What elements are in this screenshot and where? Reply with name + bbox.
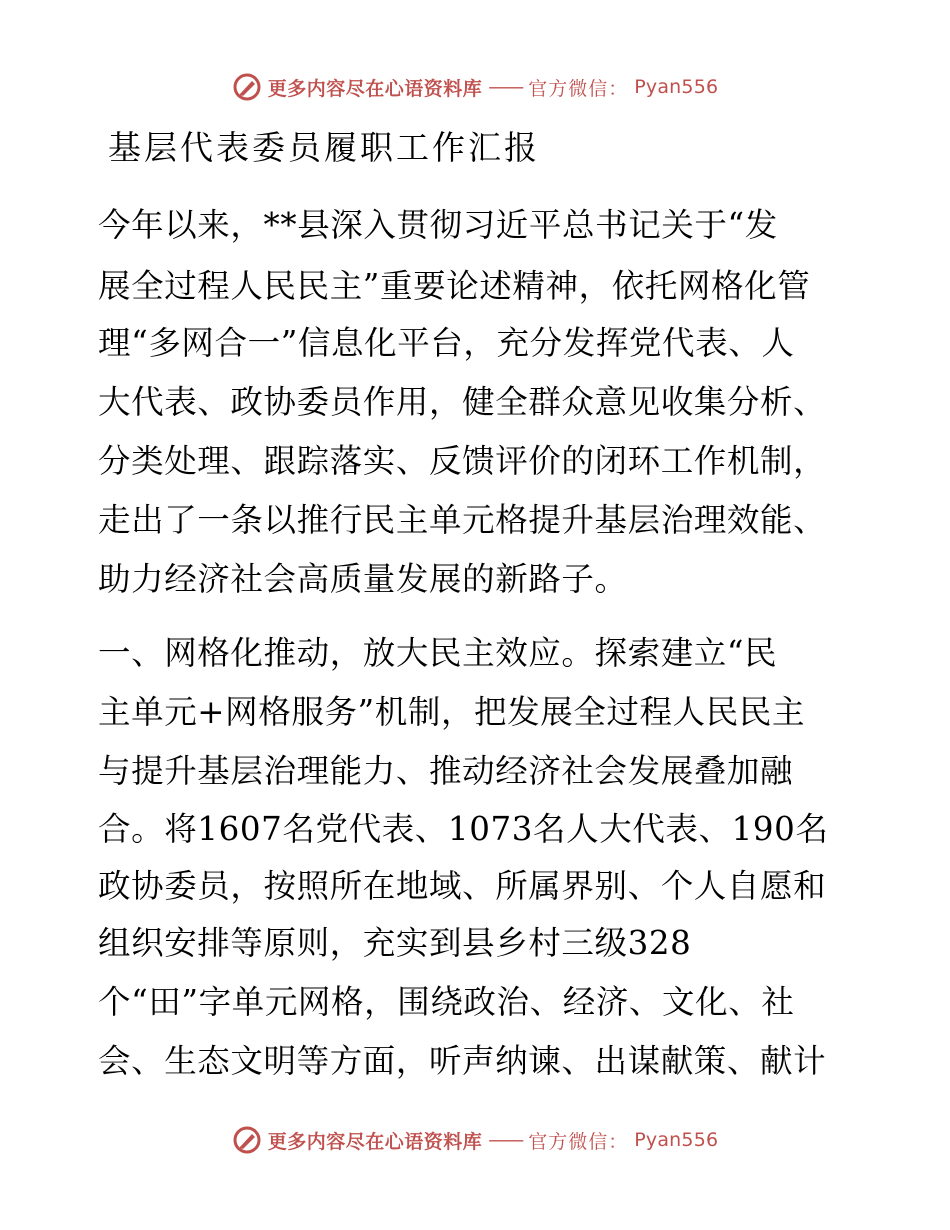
watermark-wechat-label: 官方微信： <box>528 77 629 100</box>
watermark-text: 更多内容尽在心语资料库 <box>267 77 483 100</box>
text-line: 助力经济社会高质量发展的新路子。 <box>98 560 628 598</box>
watermark-wechat-id: Pyan556 <box>634 1129 719 1151</box>
document-title: 基层代表委员履职工作汇报 <box>108 128 540 167</box>
watermark-wechat-id: Pyan556 <box>634 76 719 98</box>
watermark-dash: —— <box>488 1129 523 1151</box>
text-line: 展全过程人民民主”重要论述精神，依托网格化管 <box>98 267 811 305</box>
text-line: 与提升基层治理能力、推动经济社会发展叠加融 <box>98 752 794 790</box>
text-line: 政协委员，按照所在地域、所属界别、个人自愿和 <box>98 867 827 905</box>
text-line: 今年以来，**县深入贯彻习近平总书记关于“发 <box>98 206 778 244</box>
text-line: 走出了一条以推行民主单元格提升基层治理效能、 <box>98 501 827 539</box>
watermark-text: 更多内容尽在心语资料库 <box>267 1130 483 1153</box>
pen-logo-icon <box>232 72 262 102</box>
text-line: 组织安排等原则，充实到县乡村三级328 <box>98 924 692 962</box>
watermark-bottom <box>0 1125 950 1155</box>
pen-logo-icon <box>232 1125 262 1155</box>
text-line: 一、网格化推动，放大民主效应。探索建立“民 <box>98 634 778 672</box>
text-line: 主单元+网格服务”机制，把发展全过程人民民主 <box>98 693 806 731</box>
text-line: 会、生态文明等方面，听声纳谏、出谋献策、献计 <box>98 1042 827 1080</box>
text-line: 个“田”字单元网格，围绕政治、经济、文化、社 <box>98 983 795 1021</box>
watermark-wechat-label: 官方微信： <box>528 1130 629 1153</box>
text-line: 大代表、政协委员作用，健全群众意见收集分析、 <box>98 383 827 421</box>
text-line: 分类处理、跟踪落实、反馈评价的闭环工作机制， <box>98 442 827 480</box>
text-line: 合。将1607名党代表、1073名人大代表、190名 <box>98 810 829 848</box>
watermark-dash: —— <box>488 76 523 98</box>
text-line: 理“多网合一”信息化平台，充分发挥党代表、人 <box>98 324 795 362</box>
watermark-top <box>0 72 950 102</box>
